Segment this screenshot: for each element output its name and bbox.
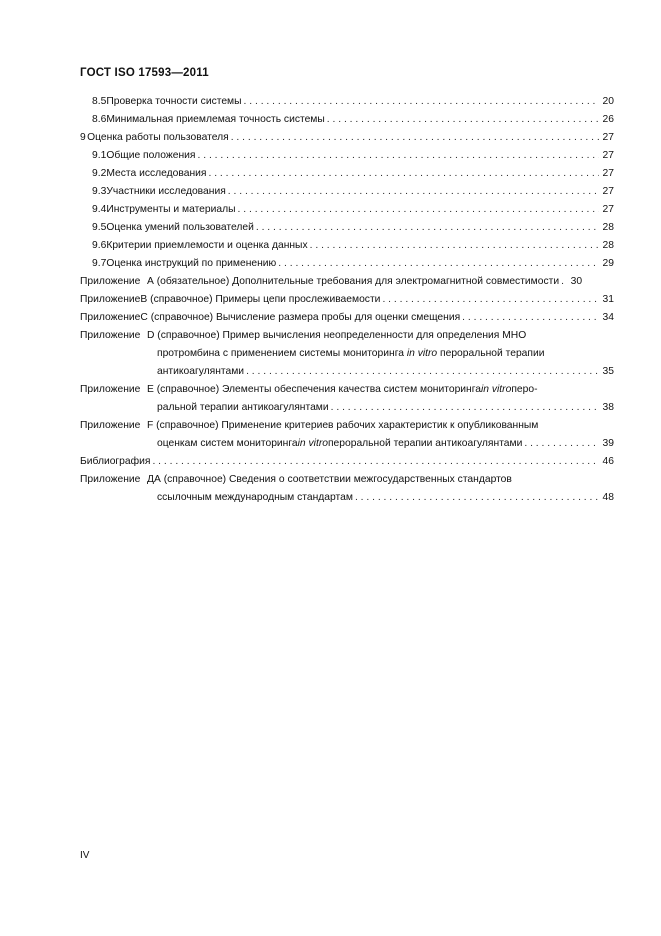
toc-entry-page: 27 bbox=[602, 204, 614, 215]
toc-entry-8-5[interactable] bbox=[92, 95, 614, 108]
toc-entry-title: Участники исследования bbox=[106, 186, 226, 197]
toc-entry-number: 9.1 bbox=[92, 150, 107, 161]
toc-entry-line bbox=[80, 383, 614, 396]
dot-leader bbox=[244, 95, 599, 108]
toc-entry-prefix: Приложение bbox=[80, 294, 141, 305]
toc-entry-9-2[interactable] bbox=[92, 167, 614, 180]
toc-entry-title-part: пероральной терапии антикоагулянтами bbox=[327, 438, 523, 449]
toc-entry-title-part: Е (справочное) Элементы обеспечения качества систем мониторинга bbox=[147, 384, 481, 395]
toc-entry-prefix: Приложение bbox=[80, 420, 141, 431]
toc-entry-number: 8.5 bbox=[92, 96, 107, 107]
toc-entry-title: F (справочное) Применение критериев рабочих характеристик к опубликованным bbox=[147, 420, 539, 431]
toc-entry-number: 9 bbox=[80, 132, 86, 143]
toc-entry-page: 39 bbox=[602, 438, 614, 449]
toc-entry-number: 9.6 bbox=[92, 240, 107, 251]
page-number: IV bbox=[80, 850, 90, 861]
toc-entry-prefix: Приложение bbox=[80, 330, 141, 341]
toc-entry-title: Библиография bbox=[80, 456, 151, 467]
dot-leader bbox=[382, 293, 599, 306]
toc-entry-page: 28 bbox=[602, 222, 614, 233]
toc-entry-title-part: перо- bbox=[511, 384, 538, 395]
toc-entry-title: Инструменты и материалы bbox=[106, 204, 236, 215]
dot-leader bbox=[208, 167, 599, 180]
toc-entry-title: Критерии приемлемости и оценка данных bbox=[106, 240, 308, 251]
toc-entry-number: 9.2 bbox=[92, 168, 107, 179]
dot-leader bbox=[327, 113, 599, 126]
toc-entry-line bbox=[157, 437, 614, 450]
toc-entry-title: ДА (справочное) Сведения о соответствии межгосударственных стандартов bbox=[147, 474, 512, 485]
toc-entry-title: Проверка точности системы bbox=[106, 96, 242, 107]
toc-entry-title: Оценка умений пользователей bbox=[106, 222, 254, 233]
dot-leader bbox=[246, 365, 599, 378]
toc-entry-line bbox=[157, 365, 614, 378]
toc-entry-line bbox=[157, 347, 544, 360]
toc-entry-page: 27 bbox=[602, 150, 614, 161]
toc-entry-page: 28 bbox=[602, 240, 614, 251]
toc-entry-title-part: антикоагулянтами bbox=[157, 366, 245, 377]
dot-leader bbox=[561, 275, 567, 288]
toc-entry-8-6[interactable] bbox=[92, 113, 614, 126]
dot-leader bbox=[228, 185, 599, 198]
toc-entry-prefix: Приложение bbox=[80, 474, 141, 485]
toc-entry-number: 9.5 bbox=[92, 222, 107, 233]
toc-entry-title: Места исследования bbox=[106, 168, 207, 179]
dot-leader bbox=[256, 221, 599, 234]
toc-entry-title-italic: in vitro bbox=[481, 384, 512, 395]
toc-entry-title: Оценка работы пользователя bbox=[87, 132, 229, 143]
toc-entry-page: 31 bbox=[602, 294, 614, 305]
toc-entry-page: 30 bbox=[570, 276, 583, 287]
toc-entry-line bbox=[80, 329, 614, 342]
toc-entry-line bbox=[157, 401, 614, 414]
toc-entry-number: 8.6 bbox=[92, 114, 107, 125]
toc-entry-number: 9.3 bbox=[92, 186, 107, 197]
toc-entry-number: 9.7 bbox=[92, 258, 107, 269]
dot-leader bbox=[310, 239, 599, 252]
toc-entry-title: А (обязательное) Дополнительные требования для электромагнитной совместимости bbox=[147, 276, 560, 287]
document-header: ГОСТ ISO 17593—2011 bbox=[80, 67, 209, 79]
toc-entry-title: D (справочное) Пример вычисления неопределенности для определения МНО bbox=[147, 330, 527, 341]
dot-leader bbox=[152, 455, 599, 468]
toc-entry-title-part: оценкам систем мониторинга bbox=[157, 438, 298, 449]
dot-leader bbox=[278, 257, 599, 270]
dot-leader bbox=[524, 437, 599, 450]
toc-entry-prefix: Приложение bbox=[80, 384, 141, 395]
toc-entry-appendix-c[interactable] bbox=[80, 311, 614, 324]
toc-entry-page: 29 bbox=[602, 258, 614, 269]
dot-leader bbox=[231, 131, 599, 144]
toc-entry-9-7[interactable] bbox=[92, 257, 614, 270]
toc-entry-bibliography[interactable] bbox=[80, 455, 614, 468]
toc-entry-prefix: Приложение bbox=[80, 312, 141, 323]
toc-entry-title: В (справочное) Примеры цепи прослеживаемости bbox=[140, 294, 381, 305]
toc-entry-line bbox=[80, 419, 614, 432]
toc-entry-page: 46 bbox=[602, 456, 614, 467]
toc-entry-9-6[interactable] bbox=[92, 239, 614, 252]
toc-entry-title: Минимальная приемлемая точность системы bbox=[106, 114, 325, 125]
toc-entry-9[interactable] bbox=[80, 131, 614, 144]
toc-entry-title: Оценка инструкций по применению bbox=[106, 258, 277, 269]
toc-entry-title: Общие положения bbox=[106, 150, 196, 161]
dot-leader bbox=[198, 149, 600, 162]
toc-entry-line bbox=[157, 491, 614, 504]
toc-entry-9-4[interactable] bbox=[92, 203, 614, 216]
toc-entry-page: 20 bbox=[602, 96, 614, 107]
toc-entry-appendix-a[interactable] bbox=[80, 275, 614, 288]
toc-entry-title: С (справочное) Вычисление размера пробы для оценки смещения bbox=[140, 312, 461, 323]
toc-entry-title-italic: in vitro bbox=[406, 348, 438, 359]
toc-entry-page: 27 bbox=[602, 168, 614, 179]
toc-entry-line bbox=[80, 473, 614, 486]
toc-entry-page: 35 bbox=[602, 366, 614, 377]
toc-entry-number: 9.4 bbox=[92, 204, 107, 215]
toc-entry-page: 26 bbox=[602, 114, 614, 125]
toc-entry-title-italic: in vitro bbox=[297, 438, 328, 449]
toc-entry-title-part: пероральной терапии bbox=[437, 348, 545, 359]
toc-entry-page: 27 bbox=[602, 186, 614, 197]
dot-leader bbox=[462, 311, 599, 324]
toc-entry-page: 34 bbox=[602, 312, 614, 323]
dot-leader bbox=[238, 203, 599, 216]
toc-entry-title-part: протромбина с применением системы мониторинга bbox=[157, 348, 407, 359]
toc-entry-title-part: ральной терапии антикоагулянтами bbox=[157, 402, 329, 413]
toc-entry-title-part: ссылочным международным стандартам bbox=[157, 492, 353, 503]
toc-entry-prefix: Приложение bbox=[80, 276, 141, 287]
toc-entry-page: 48 bbox=[602, 492, 614, 503]
toc-entry-page: 27 bbox=[602, 132, 614, 143]
toc-entry-9-3[interactable] bbox=[92, 185, 614, 198]
toc-entry-appendix-b[interactable] bbox=[80, 293, 614, 306]
toc-entry-9-5[interactable] bbox=[92, 221, 614, 234]
toc-entry-page: 38 bbox=[602, 402, 614, 413]
toc-entry-9-1[interactable] bbox=[92, 149, 614, 162]
dot-leader bbox=[331, 401, 599, 414]
dot-leader bbox=[355, 491, 599, 504]
